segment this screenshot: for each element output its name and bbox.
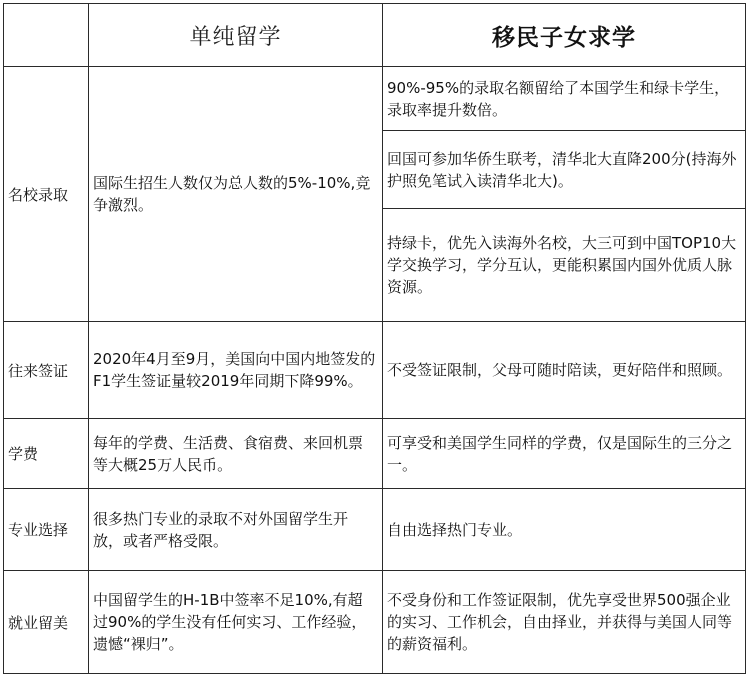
row-label-visa: 往来签证 [4,322,89,419]
header-immigrant-children: 移民子女求学 [383,4,746,67]
immigrant-visa-text: 不受签证限制，父母可随时陪读，更好陪伴和照顾。 [383,322,746,419]
header-study-abroad: 单纯留学 [89,4,383,67]
header-corner-cell [4,4,89,67]
study-visa-text: 2020年4月至9月，美国向中国内地签发的F1学生签证量较2019年同期下降99%。 [89,322,383,419]
row-label-tuition: 学费 [4,419,89,489]
table-row-tuition [4,419,746,489]
table-row-visa [4,322,746,419]
study-tuition-text: 每年的学费、生活费、食宿费、来回机票等大概25万人民币。 [89,419,383,489]
table-row-major [4,489,746,571]
immigrant-employment-text: 不受身份和工作签证限制，优先享受世界500强企业的实习、工作机会，自由择业，并获得与美国人同等的薪资福利。 [383,571,746,674]
immigrant-admission-text-2: 回国可参加华侨生联考，清华北大直降200分(持海外护照免笔试入读清华北大)。 [383,131,746,209]
row-label-major: 专业选择 [4,489,89,571]
immigrant-admission-text-3: 持绿卡，优先入读海外名校，大三可到中国TOP10大学交换学习，学分互认，更能积累国内国外优质人脉资源。 [383,209,746,322]
study-major-text: 很多热门专业的录取不对外国留学生开放，或者严格受限。 [89,489,383,571]
study-admission-text: 国际生招生人数仅为总人数的5%-10%,竞争激烈。 [89,67,383,322]
row-label-admission: 名校录取 [4,67,89,322]
study-employment-text: 中国留学生的H-1B中签率不足10%,有超过90%的学生没有任何实习、工作经验，遗憾“裸归”。 [89,571,383,674]
table-row-employment [4,571,746,674]
immigrant-tuition-text: 可享受和美国学生同样的学费，仅是国际生的三分之一。 [383,419,746,489]
immigrant-admission-text-1: 90%-95%的录取名额留给了本国学生和绿卡学生，录取率提升数倍。 [383,67,746,131]
row-label-employment: 就业留美 [4,571,89,674]
header-row [4,4,746,67]
comparison-table [3,3,746,674]
table-row-admission-a [4,67,746,131]
immigrant-major-text: 自由选择热门专业。 [383,489,746,571]
